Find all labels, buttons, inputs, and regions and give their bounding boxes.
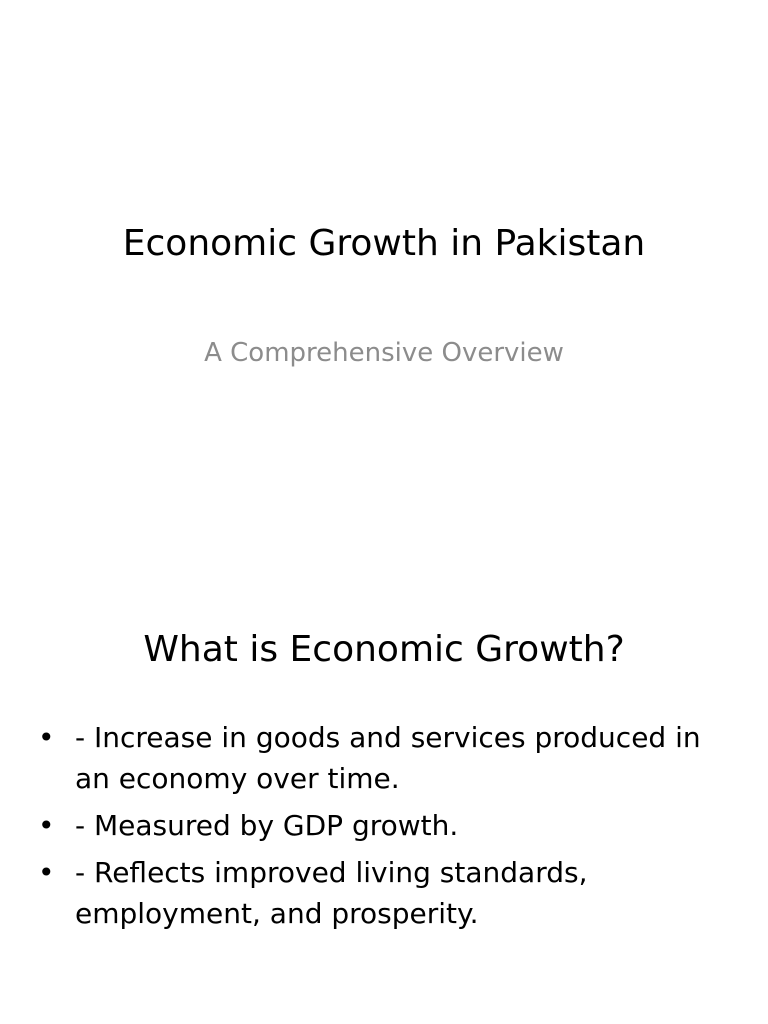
bullet-icon: • [38,856,55,889]
bullet-text: - Measured by GDP growth. [75,809,459,842]
bullet-list [38,717,718,940]
slide-title: Economic Growth in Pakistan [122,223,646,264]
content-slide [0,512,768,1024]
bullet-icon: • [38,721,55,754]
slide-title: What is Economic Growth? [143,629,625,670]
bullet-text: - Increase in goods and services produced in an economy over time. [75,721,701,795]
bullet-item [38,852,718,934]
bullet-item [38,805,718,846]
slide-subtitle: A Comprehensive Overview [204,338,564,368]
bullet-text: - Reflects improved living standards, employment, and prosperity. [75,856,588,930]
bullet-item [38,717,718,799]
bullet-icon: • [38,809,55,842]
